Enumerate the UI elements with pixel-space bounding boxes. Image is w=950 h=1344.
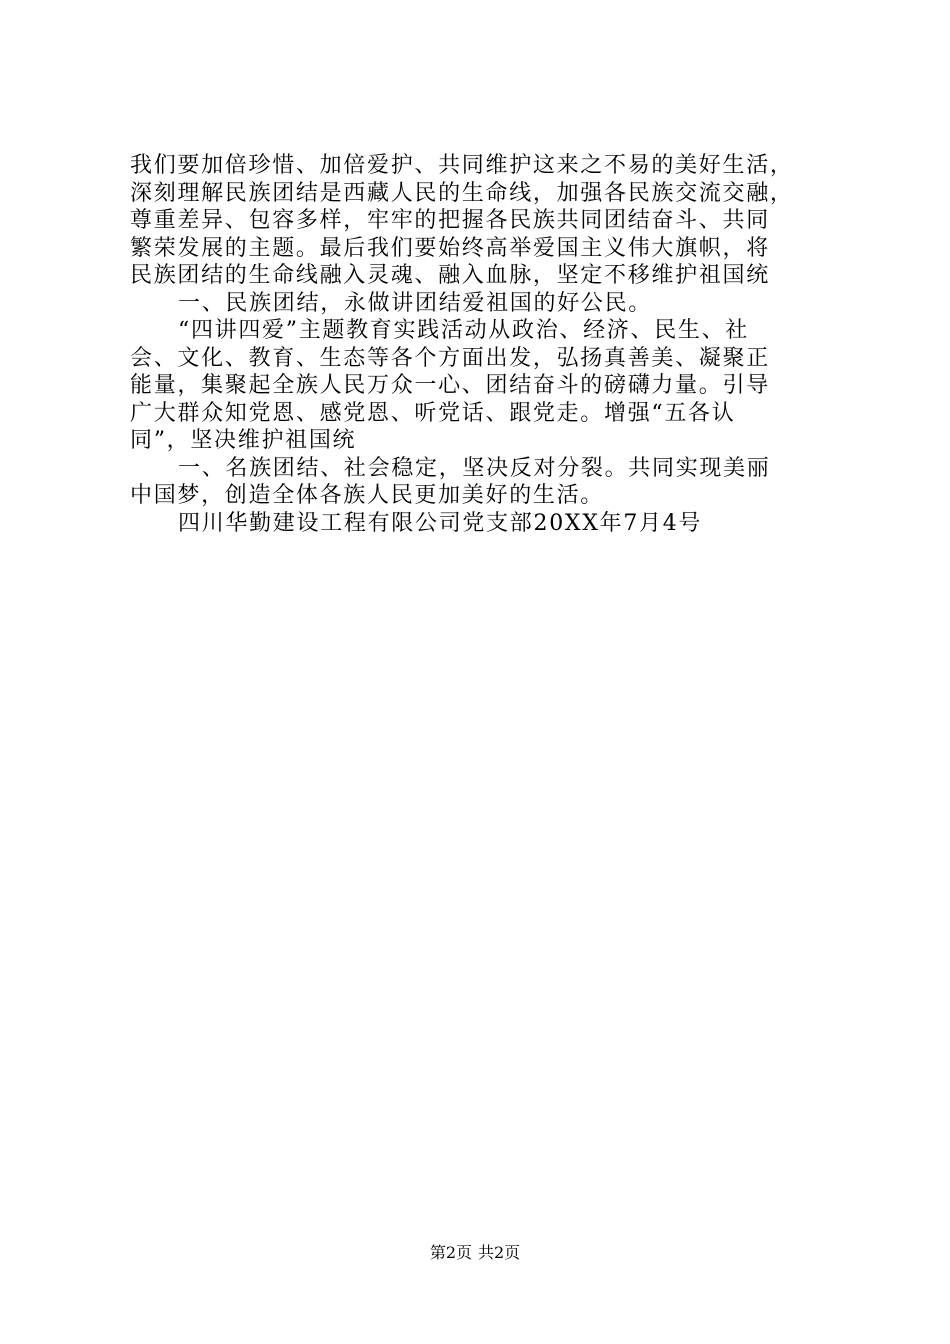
paragraph-line: 我们要加倍珍惜、加倍爱护、共同维护这来之不易的美好生活，: [130, 153, 794, 178]
paragraph-line: “四讲四爱”主题教育实践活动从政治、经济、民生、社: [178, 318, 749, 343]
paragraph-line: 一、名族团结、社会稳定，坚决反对分裂。共同实现美丽: [178, 455, 771, 481]
signature-line: 四川华勤建设工程有限公司党支部20XX年7月4号: [178, 510, 703, 536]
paragraph-line: 广大群众知党恩、感党恩、听党话、跟党走。增强“五各认: [130, 400, 736, 426]
paragraph-line: 繁荣发展的主题。最后我们要始终高举爱国主义伟大旗帜，将: [130, 235, 770, 261]
paragraph-line: 同”，坚决维护祖国统: [130, 428, 357, 453]
page-number: 第2页: [429, 1243, 472, 1262]
paragraph-line: 会、文化、教育、生态等各个方面出发，弘扬真善美、凝聚正: [130, 345, 770, 371]
section-heading: 一、民族团结，永做讲团结爱祖国的好公民。: [178, 290, 653, 316]
paragraph-line: 中国梦，创造全体各族人民更加美好的生活。: [130, 483, 605, 508]
paragraph-line: 尊重差异、包容多样，牢牢的把握各民族共同团结奋斗、共同: [130, 208, 770, 233]
paragraph-line: 民族团结的生命线融入灵魂、融入血脉，坚定不移维护祖国统: [130, 263, 770, 288]
paragraph-line: 深刻理解民族团结是西藏人民的生命线，加强各民族交流交融，: [130, 180, 794, 206]
document-body: [130, 152, 830, 537]
page-footer: [0, 1243, 950, 1263]
paragraph-line: 能量，集聚起全族人民万众一心、团结奋斗的磅礴力量。引导: [130, 373, 770, 398]
page-total: 共2页: [478, 1243, 521, 1262]
